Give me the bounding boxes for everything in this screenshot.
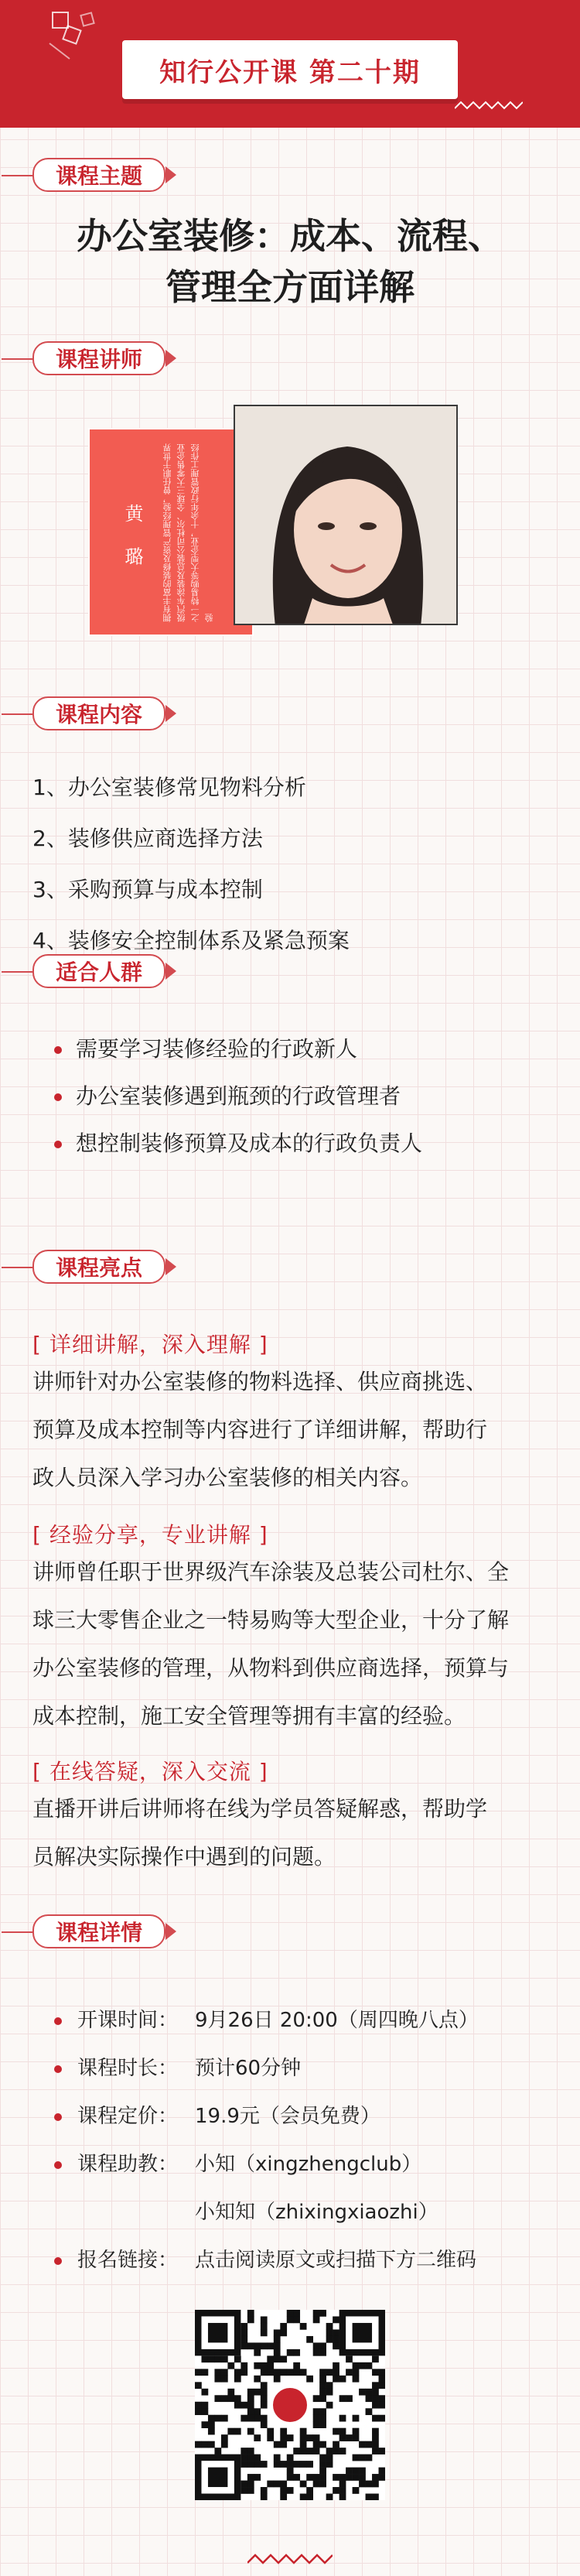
list-item: 1、办公室装修常见物料分析 [32, 775, 306, 800]
section-tag-lecturer: 课程讲师 [0, 341, 165, 375]
decorative-squares-icon [46, 8, 131, 62]
qr-logo-icon [271, 2386, 309, 2424]
header-banner [0, 0, 580, 128]
lecturer-name: 黄 璐 [121, 504, 143, 575]
detail-row-assistant-2: 小知知（zhixingxiaozhi） [195, 2201, 438, 2224]
section-tag-topic: 课程主题 [0, 158, 165, 192]
highlight-heading: [ 在线答疑，深入交流 ] [32, 1759, 268, 1784]
section-tag-audience: 适合人群 [0, 954, 165, 988]
list-item: 需要学习装修经验的行政新人 [54, 1031, 565, 1079]
lecturer-photo [234, 405, 458, 625]
list-item: 3、采购预算与成本控制 [32, 877, 263, 902]
portrait-image [235, 406, 458, 625]
content-list [32, 770, 558, 974]
list-item: 2、装修供应商选择方法 [32, 826, 263, 851]
highlight-heading: [ 详细讲解，深入理解 ] [32, 1332, 268, 1357]
qr-code[interactable] [195, 2310, 385, 2500]
section-tag-content: 课程内容 [0, 696, 165, 730]
list-item: 办公室装修遇到瓶颈的行政管理者 [54, 1079, 565, 1126]
section-tag-details: 课程详情 [0, 1914, 165, 1948]
page-title: 知行公开课 第二十期 [122, 40, 458, 99]
detail-row-time: 开课时间： 9月26日 20:00（周四晚八点） [54, 2003, 565, 2051]
highlight-body: 讲师曾任职于世界级汽车涂装及总装公司杜尔、全 球三大零售企业之一特易购等大型企业，十分了解 办公室装修的管理，从物料到供应商选择，预算与 成本控制，施工安全管理等拥有丰富的经验。 [32, 1559, 510, 1729]
highlight-heading: [ 经验分享，专业讲解 ] [32, 1522, 268, 1548]
detail-row-duration: 课程时长： 预计60分钟 [54, 2051, 565, 2099]
highlight-body: 直播开讲后讲师将在线为学员答疑解惑，帮助学 员解决实际操作中遇到的问题。 [32, 1796, 488, 1870]
detail-row-price: 课程定价： 19.9元（会员免费） [54, 2099, 565, 2147]
list-item: 想控制装修预算及成本的行政负责人 [54, 1126, 565, 1173]
course-title: 办公室装修：成本、流程、 管理全方面详解 [77, 215, 503, 308]
detail-row-assistant: 课程助教： 小知（xingzhengclub） [54, 2147, 565, 2195]
qr-code-icon [195, 2310, 385, 2500]
audience-list [54, 1031, 565, 1173]
wave-decoration-icon [455, 99, 523, 111]
details-list [54, 2003, 565, 2290]
detail-row-signup[interactable]: 报名链接： 点击阅读原文或扫描下方二维码 [54, 2242, 565, 2290]
lecturer-card [84, 405, 453, 625]
wave-decoration-icon [247, 2552, 333, 2566]
lecturer-info-panel [88, 428, 254, 636]
lecturer-bio: 拥有丰富的装修及资产管理经验，曾任职于世界级汽车涂装及总装公司杜尔、全球三大零售企业之一特易购等大型企业，十余年行政管理工作经验 [162, 443, 214, 622]
list-item: 4、装修安全控制体系及紧急预案 [32, 928, 350, 953]
section-tag-highlights: 课程亮点 [0, 1250, 165, 1284]
highlight-body: 讲师针对办公室装修的物料选择、供应商挑选、 预算及成本控制等内容进行了详细讲解，帮助行 政人员深入学习办公室装修的相关内容。 [32, 1369, 488, 1490]
